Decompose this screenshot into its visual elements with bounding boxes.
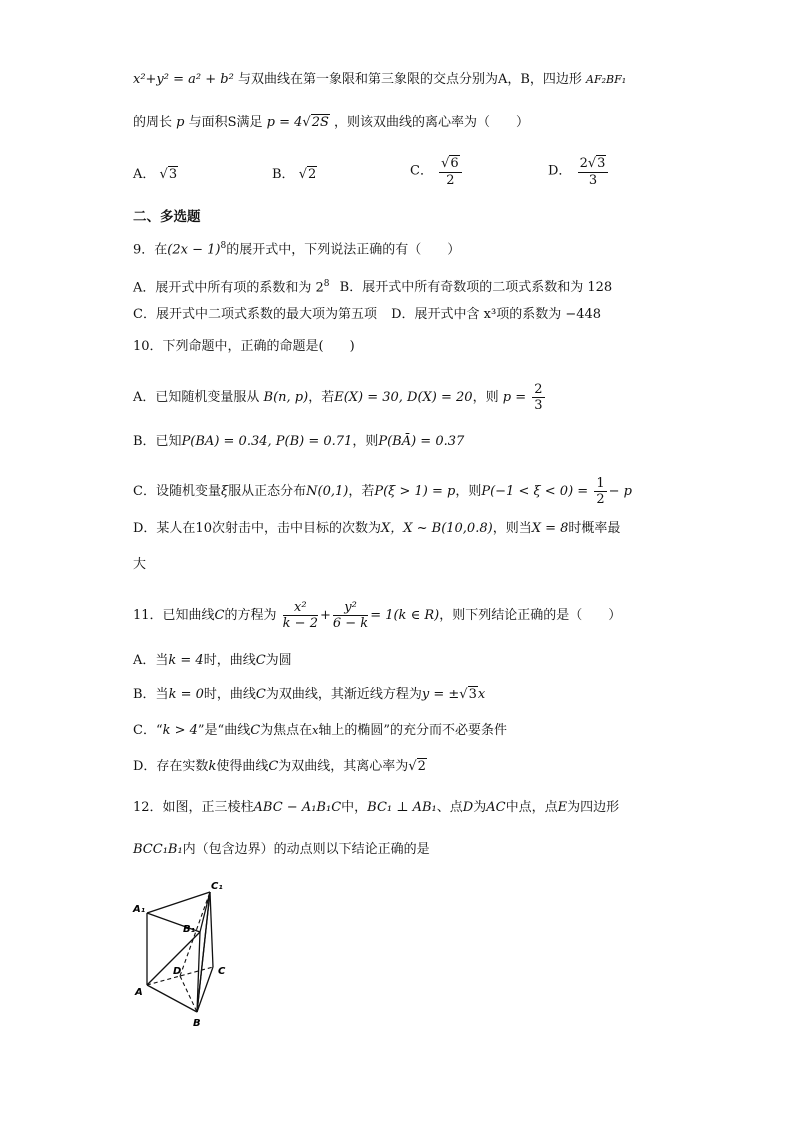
q11-stem-c: ，则下列结论正确的是（ ） [439, 608, 622, 623]
q12-stem-line2 [133, 840, 430, 860]
q10-option-c [133, 476, 632, 507]
q9-stem-a: 9．在 [133, 242, 168, 258]
q11-c-x: x [312, 724, 319, 737]
q9-option-d: D．展开式中含 x³项的系数为 −448 [391, 307, 602, 322]
q12-point-e: E [557, 800, 568, 815]
q8-option-a: A． √3 [133, 167, 178, 182]
q11-b-k: k = 0 [168, 687, 204, 702]
q10-a-text2: ，若 [308, 390, 335, 405]
q10-a-den: 3 [534, 398, 543, 413]
q9-option-a-exp: 8 [323, 279, 330, 289]
q11-c-c: 为焦点在 [260, 723, 313, 738]
q12-stem-c: 、点 [436, 800, 463, 815]
q8-option-a-label: A． [133, 167, 156, 182]
q8-equation-left: p = 4 [266, 115, 303, 130]
q8-line2: 的周长 p 与面积S满足 p = 4√2S ，则该双曲线的离心率为（ ） [133, 115, 530, 130]
q11-d-rad: 2 [417, 759, 426, 774]
q11-fraction-2 [333, 600, 368, 631]
q11-fraction-1 [283, 600, 318, 631]
q10-option-a [133, 382, 547, 413]
q11-a-a: A．当 [133, 653, 169, 668]
q11-b-b: 时，曲线 [203, 687, 256, 702]
q11-b-c-symbol: C [255, 687, 266, 702]
q12-stem-g: 内（包含边界）的动点则以下结论正确的是 [182, 842, 430, 857]
q8-option-b-value: 2 [308, 167, 317, 182]
q8-option-b: B． √2 [272, 167, 317, 182]
q11-c-k: k > 4 [162, 723, 198, 738]
q11-a-k: k = 4 [168, 653, 204, 668]
q10-c-var: ξ [220, 484, 229, 499]
q8-equation-radicand: 2S [311, 115, 329, 130]
q11-a-c: 为圆 [265, 653, 292, 668]
q10-c-text: C．设随机变量 [133, 484, 221, 499]
q10-d-text3: 时概率最 [568, 521, 621, 536]
q11-c-c-symbol: C [250, 723, 261, 738]
q10-option-d [133, 519, 620, 539]
q8-option-c-fraction: $\frac{√6}{2}$ [439, 155, 462, 188]
q12-stem-d: 为 [473, 800, 487, 815]
q8-option-c-label: C． [410, 163, 433, 179]
q8-option-b-label: B． [272, 167, 295, 182]
q10-option-b [133, 432, 464, 452]
q10-c-cond: P(ξ > 1) = p [374, 484, 456, 499]
q10-a-fraction [532, 382, 544, 413]
q9-stem [133, 236, 460, 260]
q12-point-d: D [462, 800, 474, 815]
q12-stem-a: 12．如图，正三棱柱 [133, 800, 254, 815]
q10-d-x: X，X ~ B(10,0.8) [380, 521, 493, 536]
q8-perimeter-symbol: p [176, 115, 185, 130]
q10-a-num: 2 [534, 382, 543, 397]
q10-a-res: p = [502, 390, 527, 405]
q12-stem-f: 为四边形 [567, 800, 620, 815]
q10-option-d-line2: 大 [133, 557, 147, 572]
q12-quadrilateral: BCC₁B₁ [133, 842, 183, 857]
figure-label-b1: B₁ [183, 924, 196, 935]
figure-label-b: B [193, 1018, 201, 1029]
q10-c-den: 2 [596, 492, 605, 507]
q11-c-d: 轴上的椭圆”的充分而不必要条件 [318, 723, 508, 738]
q8-option-d-num: 3 [597, 156, 606, 171]
q10-b-res: P(BĀ) = 0.37 [378, 434, 465, 449]
q11-b-c: 为双曲线，其渐近线方程为 [265, 687, 422, 702]
q11-frac1-num: x² [283, 600, 318, 616]
q11-b-eq: y = ± [421, 687, 460, 702]
q8-option-c-num: 6 [450, 156, 459, 171]
figure-label-c: C [218, 966, 226, 977]
q11-b-x: x [477, 687, 486, 702]
q8-option-c [410, 155, 464, 188]
q11-eq-tail: = 1(k ∈ R) [370, 608, 440, 623]
q8-option-d-label: D． [548, 163, 572, 179]
q8-option-d [548, 155, 610, 188]
q11-d-c-symbol: C [268, 759, 279, 774]
q8-line1 [133, 70, 626, 90]
q10-b-text: B．已知 [133, 434, 182, 449]
q11-b-a: B．当 [133, 687, 169, 702]
q9-expression: (2x − 1) [167, 242, 221, 258]
q11-option-c [133, 721, 507, 741]
q12-segment-ac: AC [486, 800, 506, 815]
q10-a-text: A．已知随机变量服从 [133, 390, 260, 405]
figure-label-d: D [173, 966, 182, 977]
prism-figure [125, 880, 255, 1030]
q10-c-tail: − p [608, 484, 632, 499]
q9-option-b: B．展开式中所有奇数项的二项式系数和为 128 [339, 280, 613, 296]
q12-stem-e: 中点，点 [505, 800, 558, 815]
q10-d-text2: ，则当 [492, 521, 532, 536]
figure-label-a1: A₁ [133, 904, 146, 915]
q11-option-b: B．当k = 0时，曲线C为双曲线，其渐近线方程为y = ±√3x [133, 687, 486, 702]
q10-a-dist: B(n, p) [263, 390, 309, 405]
q12-stem-b: 中， [341, 800, 368, 815]
q11-option-a [133, 651, 292, 671]
q10-a-cond: E(X) = 30, D(X) = 20 [334, 390, 473, 405]
q8-quadrilateral: AF₂BF₁ [586, 73, 627, 86]
q8-option-a-value: 3 [168, 167, 178, 182]
q8-line1-text: 与双曲线在第一象限和第三象限的交点分别为A，B，四边形 [237, 72, 582, 87]
q10-c-text2: 服从正态分布 [228, 484, 307, 499]
q10-a-text3: ，则 [472, 390, 499, 405]
q11-a-c-symbol: C [255, 653, 266, 668]
q11-frac1-den: k − 2 [282, 616, 318, 631]
q11-d-k: k [208, 759, 217, 774]
q10-c-text3: ，若 [348, 484, 375, 499]
q9-options-cd [133, 305, 601, 325]
q11-stem-b: 的方程为 [224, 608, 277, 623]
section-title: 二、多选题 [133, 209, 201, 225]
q10-c-text4: ，则 [455, 484, 482, 499]
q11-stem [133, 600, 621, 631]
q10-d-x8: X = 8 [531, 521, 569, 536]
q8-circle-equation: x²+y² = a² + b² [133, 72, 234, 87]
q12-stem-line1 [133, 798, 619, 818]
q11-option-d: D．存在实数k使得曲线C为双曲线，其离心率为√2 [133, 759, 426, 774]
q10-d-text: D．某人在10次射击中，击中目标的次数为 [133, 521, 381, 536]
q10-c-dist: N(0,1) [306, 484, 349, 499]
q11-a-b: 时，曲线 [203, 653, 256, 668]
q9-option-c: C．展开式中二项式系数的最大项为第五项 [133, 307, 377, 322]
q8-line2-a: 的周长 [133, 115, 173, 130]
q10-b-cond: P(BA) = 0.34, P(B) = 0.71 [181, 434, 353, 449]
q9-option-a: A．展开式中所有项的系数和为 2 [133, 280, 324, 296]
q9-stem-b: 的展开式中，下列说法正确的有（ ） [226, 242, 461, 258]
figure-label-a: A [135, 987, 143, 998]
figure-label-c1: C₁ [211, 881, 223, 892]
q8-option-d-fraction: $\frac{2√3}{3}$ [578, 155, 609, 188]
q10-c-fraction [594, 476, 606, 507]
q8-line2-c: ，则该双曲线的离心率为（ ） [334, 115, 530, 130]
q11-plus: + [319, 608, 331, 623]
q8-line2-b: 与面积S满足 [188, 115, 263, 130]
q9-exponent: 8 [220, 241, 227, 251]
q11-stem-a: 11．已知曲线 [133, 608, 215, 623]
q12-prism: ABC − A₁B₁C [253, 800, 342, 815]
q11-curve-c: C [214, 608, 225, 623]
q11-c-a: C．“ [133, 723, 163, 738]
q11-c-b: ”是“曲线 [197, 723, 251, 738]
q8-option-c-den: 2 [446, 173, 455, 188]
q11-frac2-num: y² [333, 600, 368, 616]
q12-condition: BC₁ ⊥ AB₁ [367, 800, 437, 815]
q10-c-res: P(−1 < ξ < 0) = [481, 484, 589, 499]
q11-d-b: 使得曲线 [216, 759, 269, 774]
q11-d-a: D．存在实数 [133, 759, 209, 774]
q11-b-rad: 3 [468, 687, 477, 702]
q8-option-d-coef: 2 [579, 156, 588, 171]
q8-option-d-den: 3 [588, 173, 598, 188]
q11-d-c: 为双曲线，其离心率为 [278, 759, 409, 774]
q10-stem: 10．下列命题中，正确的命题是( ) [133, 339, 355, 354]
q11-frac2-den: 6 − k [332, 616, 369, 631]
q9-options-ab [133, 274, 612, 298]
q10-b-text2: ，则 [352, 434, 379, 449]
q10-c-num: 1 [596, 476, 605, 491]
